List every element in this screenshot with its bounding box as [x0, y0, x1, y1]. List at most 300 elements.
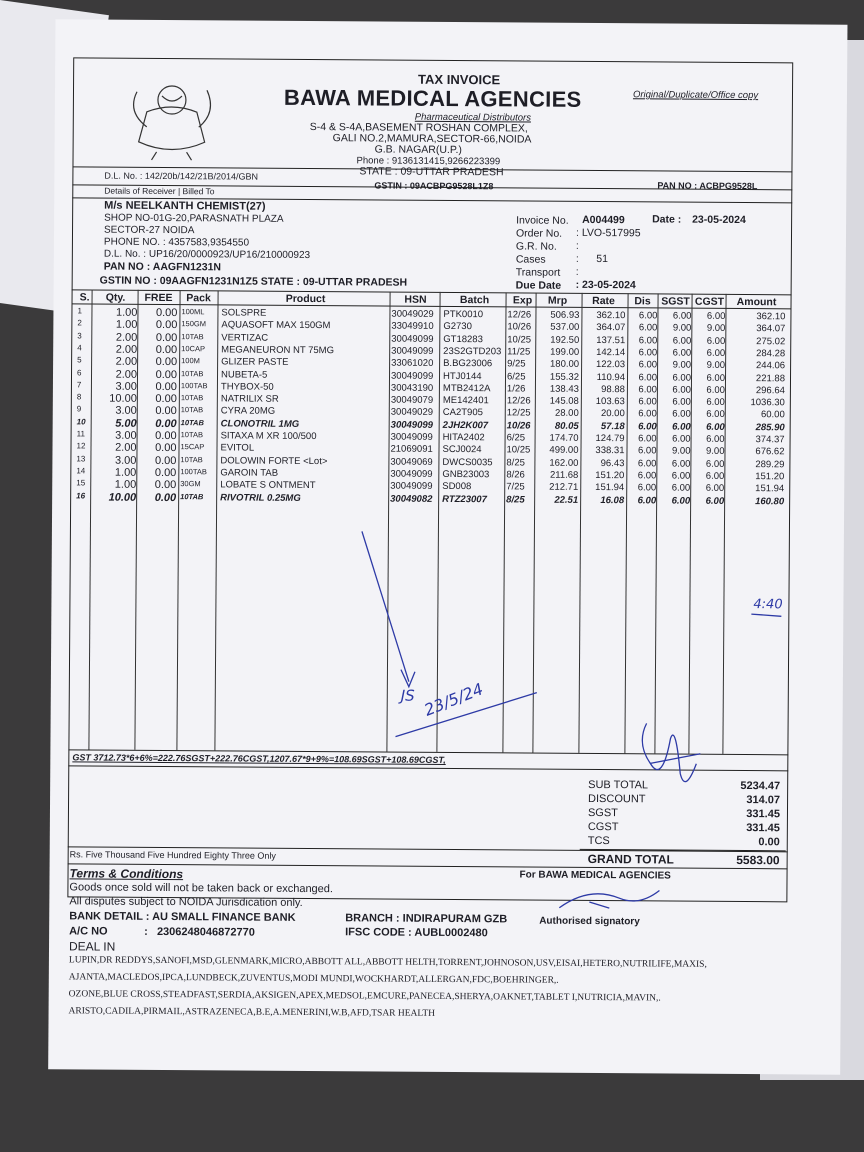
deal-line-2: AJANTA,MACLEDOS,IPCA,LUNDBECK,ZUVENTUS,MODI MUNDI,WOCKHARDT,ALLERGAN,FDC,BOEHRINGER,. — [68, 972, 559, 986]
cell-rate: 20.00 — [600, 408, 625, 420]
cell-batch: B.BG23006 — [443, 358, 493, 370]
cell-sgst: 6.00 — [671, 470, 691, 482]
deal-line-4: ARISTO,CADILA,PIRMAIL,ASTRAZENECA,B.E,A.MENERINI,W.B,AFD,TSAR HEALTH — [68, 1006, 436, 1019]
cell-qty: 1.00 — [114, 478, 137, 491]
signature-icon — [549, 878, 689, 919]
cell-batch: HITA2402 — [442, 431, 485, 444]
invoice-number: A004499 — [582, 213, 625, 227]
column-header: Batch — [459, 294, 490, 307]
deal-title: DEAL IN — [68, 939, 116, 954]
cell-exp: 6/25 — [506, 370, 526, 383]
cell-sgst: 6.00 — [671, 482, 691, 494]
grand-total-value: 5583.00 — [736, 852, 780, 868]
cell-batch: RTZ23007 — [442, 493, 487, 505]
cell-sgst: 9.00 — [671, 445, 691, 457]
sgst-label: SGST — [587, 806, 618, 820]
deal-line-1: LUPIN,DR REDDYS,SANOFI,MSD,GLENMARK,MICRO,ABBOTT ALL,ABBOTT HELTH,TORRENT,JOHNOSON,USV,EISAI,HETERO,NUTRILIFE,MAXIS, — [68, 955, 707, 970]
cell-exp: 10/26 — [506, 420, 531, 432]
cell-pack: 150GM — [181, 319, 207, 329]
cell-s: 3 — [77, 330, 82, 341]
cell-pack: 15CAP — [180, 442, 205, 452]
account-label: A/C NO — [69, 925, 108, 938]
cell-cgst: 6.00 — [706, 310, 726, 322]
cell-mrp: 138.43 — [549, 383, 579, 395]
cell-product: LOBATE S ONTMENT — [220, 479, 316, 492]
cell-hsn: 30043190 — [390, 382, 434, 394]
cell-exp: 12/25 — [506, 407, 531, 419]
column-header: CGST — [694, 295, 725, 308]
cell-s: 10 — [76, 417, 86, 427]
cell-exp: 9/25 — [507, 358, 526, 370]
cell-pack: 10TAB — [180, 393, 204, 403]
cell-mrp: 211.68 — [549, 469, 579, 481]
cell-product: DOLOWIN FORTE <Lot> — [220, 454, 328, 467]
cell-hsn: 30049099 — [390, 431, 433, 443]
handwritten-time: 4:40 — [753, 597, 783, 613]
cell-mrp: 180.00 — [550, 358, 580, 371]
cell-sgst: 6.00 — [672, 433, 691, 445]
cell-product: CYRA 20MG — [220, 405, 276, 418]
phone: Phone : 9136131415,9266223399 — [356, 155, 501, 168]
cell-product: NUBETA-5 — [220, 368, 268, 381]
transport-value: : — [575, 265, 579, 278]
cell-batch: HTJ0144 — [442, 370, 482, 382]
cell-dis: 6.00 — [638, 334, 658, 347]
cell-batch: ME142401 — [442, 395, 489, 407]
cell-s: 4 — [77, 343, 82, 353]
table-grid — [56, 19, 848, 25]
transport-label: Transport — [515, 266, 561, 279]
cell-dis: 6.00 — [637, 482, 657, 494]
copy-type: Original/Duplicate/Office copy — [632, 89, 759, 102]
column-header: Exp — [512, 294, 533, 307]
subtotal-value: 5234.47 — [740, 780, 781, 793]
cell-batch: GT18283 — [443, 333, 483, 345]
cell-mrp: 192.50 — [550, 334, 580, 346]
cell-s: 16 — [76, 490, 86, 500]
cell-sgst: 6.00 — [672, 335, 692, 347]
bank-detail: BANK DETAIL : AU SMALL FINANCE BANK — [69, 910, 296, 924]
cell-qty: 3.00 — [115, 405, 137, 418]
cell-rate: 16.08 — [600, 494, 625, 506]
cell-batch: SCJ0024 — [442, 444, 482, 456]
cell-sgst: 6.00 — [672, 396, 691, 408]
cell-mrp: 155.32 — [549, 371, 580, 383]
cell-dis: 6.00 — [637, 457, 657, 470]
cell-mrp: 162.00 — [549, 457, 579, 469]
cell-rate: 338.31 — [595, 445, 625, 457]
cell-batch: 23S2GTD203 — [443, 345, 502, 358]
cell-s: 6 — [77, 367, 82, 377]
cell-cgst: 6.00 — [705, 495, 725, 507]
cell-sgst: 6.00 — [671, 495, 691, 507]
cell-free: 0.00 — [155, 319, 178, 332]
cell-sgst: 9.00 — [672, 322, 692, 334]
receiver-address-1: SHOP NO-01G-20,PARASNATH PLAZA — [104, 212, 284, 225]
cell-free: 0.00 — [155, 405, 177, 418]
cell-sgst: 6.00 — [672, 347, 692, 359]
cell-mrp: 499.00 — [549, 444, 579, 457]
cell-pack: 10TAB — [181, 331, 204, 341]
cell-mrp: 22.51 — [554, 494, 579, 506]
sgst-value: 331.45 — [746, 808, 781, 821]
cell-qty: 10.00 — [108, 491, 137, 504]
cell-cgst: 6.00 — [706, 347, 726, 359]
cell-hsn: 30049079 — [390, 394, 434, 406]
cell-sgst: 6.00 — [672, 372, 692, 384]
cell-cgst: 6.00 — [705, 482, 725, 495]
handwritten-date: 23/5/24 — [421, 679, 486, 720]
cell-product: GAROIN TAB — [220, 467, 279, 479]
cgst-label: CGST — [587, 820, 619, 834]
cell-s: 9 — [76, 404, 82, 414]
cell-batch: DWCS0035 — [442, 456, 493, 468]
cell-exp: 10/25 — [506, 444, 531, 456]
for-company: For BAWA MEDICAL AGENCIES — [519, 869, 671, 882]
cell-free: 0.00 — [154, 466, 177, 479]
cell-pack: 10TAB — [180, 405, 204, 415]
ifsc-code: IFSC CODE : AUBL0002480 — [345, 926, 488, 940]
cell-pack: 10TAB — [180, 430, 204, 440]
cgst-value: 331.45 — [746, 822, 780, 835]
cell-amount: 244.06 — [755, 360, 786, 372]
cell-amount: 364.07 — [756, 323, 786, 335]
invoice-date: 23-05-2024 — [692, 213, 746, 227]
cell-s: 14 — [76, 466, 86, 476]
address-line-3: G.B. NAGAR(U.P.) — [374, 143, 462, 157]
cell-qty: 2.00 — [115, 331, 138, 344]
cell-dis: 6.00 — [638, 322, 658, 334]
receiver-address-2: SECTOR-27 NOIDA — [103, 224, 195, 237]
cell-amount: 374.37 — [755, 434, 785, 446]
cell-pack: 10TAB — [180, 491, 204, 501]
cell-dis: 6.00 — [638, 433, 657, 445]
cell-rate: 57.18 — [600, 420, 625, 432]
cell-sgst: 6.00 — [672, 408, 691, 421]
cell-s: 5 — [77, 355, 82, 365]
cell-qty: 3.00 — [115, 429, 137, 442]
cell-dis: 6.00 — [638, 408, 657, 420]
cell-batch: SD008 — [442, 481, 472, 493]
cell-product: THYBOX-50 — [220, 381, 274, 393]
cell-mrp: 174.70 — [549, 432, 579, 444]
cell-amount: 1036.30 — [750, 397, 785, 409]
cell-amount: 284.28 — [756, 348, 786, 360]
cell-pack: 10TAB — [181, 368, 204, 378]
cell-s: 7 — [76, 380, 82, 390]
handwritten-initials: JS — [400, 686, 415, 705]
cell-cgst: 6.00 — [706, 409, 725, 421]
terms-line-2: All disputes subject to NOIDA Jurisdication only. — [69, 895, 303, 909]
cell-amount: 151.20 — [755, 471, 785, 483]
cell-free: 0.00 — [155, 429, 177, 443]
cell-pack: 10CAP — [181, 343, 206, 354]
bank-branch: BRANCH : INDIRAPURAM GZB — [345, 912, 508, 926]
cell-rate: 151.20 — [595, 469, 625, 482]
cell-pack: 100TAB — [180, 380, 208, 391]
gr-label: G.R. No. — [515, 240, 557, 253]
cell-exp: 10/26 — [507, 321, 532, 333]
cell-cgst: 6.00 — [706, 384, 725, 396]
tcs-value: 0.00 — [758, 836, 780, 849]
grand-total-label: GRAND TOTAL — [587, 851, 674, 867]
gst-summary: GST 3712.73*6+6%=222.76SGST+222.76CGST,1207.67*9+9%=108.69SGST+108.69CGST, — [72, 752, 446, 765]
cell-exp: 11/25 — [507, 346, 531, 358]
cell-free: 0.00 — [155, 356, 178, 369]
cell-s: 12 — [76, 441, 86, 451]
receiver-phone: PHONE NO. : 4357583,9354550 — [103, 236, 250, 249]
cell-product: SITAXA M XR 100/500 — [220, 430, 317, 443]
cell-free: 0.00 — [154, 491, 177, 504]
receiver-dl: D.L. No. : UP16/20/0000923/UP16/210000923 — [103, 248, 311, 262]
cell-dis: 6.00 — [638, 347, 658, 359]
cell-product: SOLSPRE — [221, 307, 267, 319]
column-header: Pack — [186, 292, 211, 305]
cell-rate: 137.51 — [596, 334, 626, 346]
cell-qty: 10.00 — [109, 392, 137, 405]
cell-mrp: 28.00 — [554, 408, 579, 420]
cell-qty: 3.00 — [115, 380, 137, 393]
gstin: GSTIN : 09ACBPG9528L1Z8 — [374, 180, 494, 192]
cell-cgst: 6.00 — [706, 396, 725, 408]
column-header: Dis — [634, 295, 651, 308]
column-header: HSN — [404, 293, 427, 306]
cell-batch: 2JH2K007 — [442, 419, 489, 431]
cell-s: 15 — [76, 478, 86, 488]
receiver-name: M/s NEELKANTH CHEMIST(27) — [104, 199, 266, 213]
cell-amount: 221.88 — [755, 372, 786, 384]
cell-dis: 6.00 — [638, 359, 658, 371]
discount-label: DISCOUNT — [588, 792, 646, 806]
dl-number: D.L. No. : 142/20b/142/21B/2014/GBN — [104, 170, 259, 182]
tagline: Pharmaceutical Distributors — [414, 111, 532, 124]
cell-hsn: 30049082 — [390, 493, 433, 505]
cell-product: NATRILIX SR — [220, 393, 279, 405]
receiver-gstin: GSTIN NO : 09AAGFN1231N1Z5 STATE : 09-UTTAR PRADESH — [99, 274, 408, 289]
cell-exp: 12/26 — [506, 395, 531, 407]
cell-amount: 296.64 — [755, 384, 785, 397]
order-label: Order No. — [515, 227, 563, 240]
cell-free: 0.00 — [155, 343, 178, 356]
column-header: Amount — [736, 295, 777, 309]
cell-rate: 142.14 — [596, 346, 626, 359]
cell-qty: 3.00 — [114, 454, 137, 467]
amount-in-words: Rs. Five Thousand Five Hundred Eighty Three Only — [69, 849, 276, 861]
company-name: BAWA MEDICAL AGENCIES — [283, 84, 582, 112]
cell-dis: 6.00 — [637, 445, 657, 457]
cell-mrp: 199.00 — [550, 346, 580, 358]
pan-number: PAN NO : ACBPG9528L — [657, 180, 758, 192]
cell-free: 0.00 — [155, 393, 177, 406]
cell-hsn: 30049099 — [390, 419, 433, 431]
cell-pack: 10TAB — [180, 417, 204, 427]
cell-free: 0.00 — [154, 454, 177, 467]
cell-hsn: 30049099 — [391, 333, 434, 345]
cell-sgst: 9.00 — [672, 359, 692, 371]
cell-hsn: 21069091 — [390, 443, 433, 456]
cell-amount: 275.02 — [756, 335, 786, 347]
cell-rate: 103.63 — [595, 396, 625, 408]
cell-dis: 6.00 — [638, 384, 657, 396]
cell-amount: 289.29 — [755, 458, 785, 470]
cell-cgst: 6.00 — [706, 421, 725, 433]
cell-cgst: 6.00 — [706, 335, 726, 347]
cell-qty: 2.00 — [115, 343, 138, 356]
cell-amount: 362.10 — [756, 311, 786, 323]
cell-dis: 6.00 — [638, 310, 658, 322]
cell-cgst: 6.00 — [706, 372, 726, 384]
cell-exp: 12/26 — [507, 309, 532, 321]
subtotal-label: SUB TOTAL — [588, 778, 649, 792]
cell-rate: 96.43 — [600, 457, 625, 469]
cell-product: CLONOTRIL 1MG — [220, 418, 300, 430]
cell-sgst: 6.00 — [672, 384, 691, 396]
cell-free: 0.00 — [155, 368, 178, 381]
cell-free: 0.00 — [155, 442, 177, 455]
cell-sgst: 6.00 — [671, 458, 691, 470]
cell-free: 0.00 — [155, 331, 178, 344]
receiver-pan: PAN NO : AAGFN1231N — [103, 260, 222, 274]
cell-rate: 364.07 — [596, 322, 626, 334]
cases-label: Cases — [515, 253, 546, 266]
cell-batch: G2730 — [443, 321, 472, 333]
cell-s: 8 — [76, 392, 82, 402]
address-line-1: S-4 & S-4A,BASEMENT ROSHAN COMPLEX, — [309, 120, 528, 135]
tcs-label: TCS — [587, 834, 610, 848]
cell-cgst: 6.00 — [705, 458, 725, 470]
pen-marks-icon — [340, 521, 802, 807]
invoice-label: Invoice No. — [516, 214, 569, 227]
cell-hsn: 33049910 — [391, 320, 434, 333]
due-date: : 23-05-2024 — [575, 278, 636, 292]
cell-exp: 8/25 — [506, 456, 525, 469]
cell-mrp: 80.05 — [554, 420, 579, 432]
order-number: : LVO-517995 — [575, 226, 641, 240]
cell-hsn: 30049099 — [390, 370, 434, 382]
cell-pack: 10TAB — [180, 454, 203, 464]
cases-value: : 51 — [575, 252, 608, 266]
cell-dis: 6.00 — [638, 396, 657, 408]
cell-product: MEGANEURON NT 75MG — [221, 344, 335, 357]
cell-hsn: 30049099 — [390, 468, 433, 480]
cell-cgst: 6.00 — [705, 470, 725, 482]
cell-cgst: 9.00 — [706, 323, 726, 335]
cell-rate: 98.88 — [601, 383, 625, 396]
cell-qty: 1.00 — [115, 306, 138, 319]
cell-free: 0.00 — [155, 380, 177, 393]
cell-amount: 60.00 — [760, 409, 785, 421]
cell-cgst: 9.00 — [706, 359, 726, 372]
cell-exp: 6/25 — [506, 432, 526, 444]
account-number: : 2306248046872770 — [144, 925, 255, 939]
cell-dis: 6.00 — [638, 371, 658, 383]
cell-pack: 100ML — [181, 307, 205, 317]
cell-exp: 7/25 — [506, 481, 525, 493]
cell-batch: GNB23003 — [442, 468, 490, 481]
cell-batch: PTK0010 — [443, 308, 484, 321]
cell-pack: 100M — [181, 356, 200, 366]
authorised-signatory: Authorised signatory — [539, 915, 640, 928]
cell-s: 1 — [77, 306, 82, 316]
column-header: Product — [285, 292, 326, 306]
cell-amount: 285.90 — [755, 421, 785, 434]
cell-cgst: 6.00 — [706, 433, 725, 445]
column-header: Mrp — [547, 294, 568, 307]
terms-line-1: Goods once sold will not be taken back or exchanged. — [69, 881, 334, 896]
column-header: Qty. — [105, 291, 126, 304]
cell-batch: CA2T905 — [442, 407, 483, 419]
cell-free: 0.00 — [155, 417, 177, 430]
cell-pack: 30GM — [180, 479, 201, 489]
cell-hsn: 30049029 — [390, 406, 434, 419]
cell-sgst: 6.00 — [672, 310, 692, 322]
column-header: Rate — [592, 294, 615, 308]
cell-s: 11 — [76, 429, 85, 439]
cell-batch: MTB2412A — [442, 382, 491, 395]
cell-rate: 110.94 — [596, 371, 626, 383]
cell-hsn: 30049069 — [390, 456, 433, 468]
cell-s: 2 — [77, 318, 82, 328]
cell-pack: 100TAB — [180, 466, 207, 477]
cell-exp: 10/25 — [507, 333, 532, 346]
cell-amount: 676.62 — [755, 446, 785, 458]
cell-exp: 8/26 — [506, 469, 525, 481]
cell-mrp: 212.71 — [549, 481, 579, 494]
address-line-2: GALI NO.2,MAMURA,SECTOR-66,NOIDA — [332, 132, 532, 146]
cell-mrp: 145.08 — [549, 395, 579, 407]
cell-free: 0.00 — [154, 479, 177, 492]
cell-cgst: 9.00 — [705, 446, 725, 458]
cell-rate: 362.10 — [596, 310, 626, 322]
column-header: S. — [79, 291, 90, 304]
cell-rate: 151.94 — [595, 482, 625, 494]
discount-value: 314.07 — [746, 794, 781, 807]
deity-logo-icon — [117, 72, 228, 163]
cell-mrp: 506.93 — [550, 309, 580, 321]
cell-free: 0.00 — [155, 306, 178, 320]
state: STATE : 09-UTTAR PRADESH — [359, 165, 504, 179]
cell-qty: 2.00 — [115, 355, 138, 368]
cell-product: AQUASOFT MAX 150GM — [221, 319, 331, 332]
cell-qty: 1.00 — [114, 466, 137, 479]
cell-qty: 2.00 — [115, 368, 138, 381]
cell-product: RIVOTRIL 0.25MG — [220, 491, 301, 504]
cell-s: 13 — [76, 453, 86, 464]
cell-product: EVITOL — [220, 442, 255, 454]
cell-exp: 8/25 — [506, 493, 525, 506]
cell-amount: 151.94 — [755, 483, 785, 495]
cell-hsn: 30049029 — [391, 308, 434, 320]
cell-qty: 2.00 — [115, 441, 137, 455]
date-label: Date : — [652, 213, 682, 226]
cell-product: GLIZER PASTE — [221, 356, 289, 369]
cell-dis: 6.00 — [637, 470, 657, 482]
cell-qty: 5.00 — [115, 417, 137, 430]
cell-dis: 6.00 — [637, 494, 657, 506]
deal-line-3: OZONE,BLUE CROSS,STEADFAST,SERDIA,AKSIGEN,APEX,MEDSOL,EMCURE,PANECEA,SHERYA,OAKNET,TABLET I,NUTRICIA,MAVIN,. — [68, 989, 661, 1004]
due-label: Due Date — [515, 279, 562, 292]
terms-title: Terms & Conditions — [69, 866, 184, 882]
cell-sgst: 6.00 — [672, 421, 691, 433]
cell-rate: 122.03 — [596, 359, 626, 371]
cell-dis: 6.00 — [638, 420, 657, 433]
column-header: SGST — [661, 295, 690, 308]
doc-type: TAX INVOICE — [418, 71, 501, 88]
cell-amount: 160.80 — [755, 495, 785, 507]
cell-rate: 124.79 — [595, 433, 625, 445]
cell-hsn: 30049099 — [390, 480, 433, 493]
column-header: FREE — [144, 291, 173, 305]
